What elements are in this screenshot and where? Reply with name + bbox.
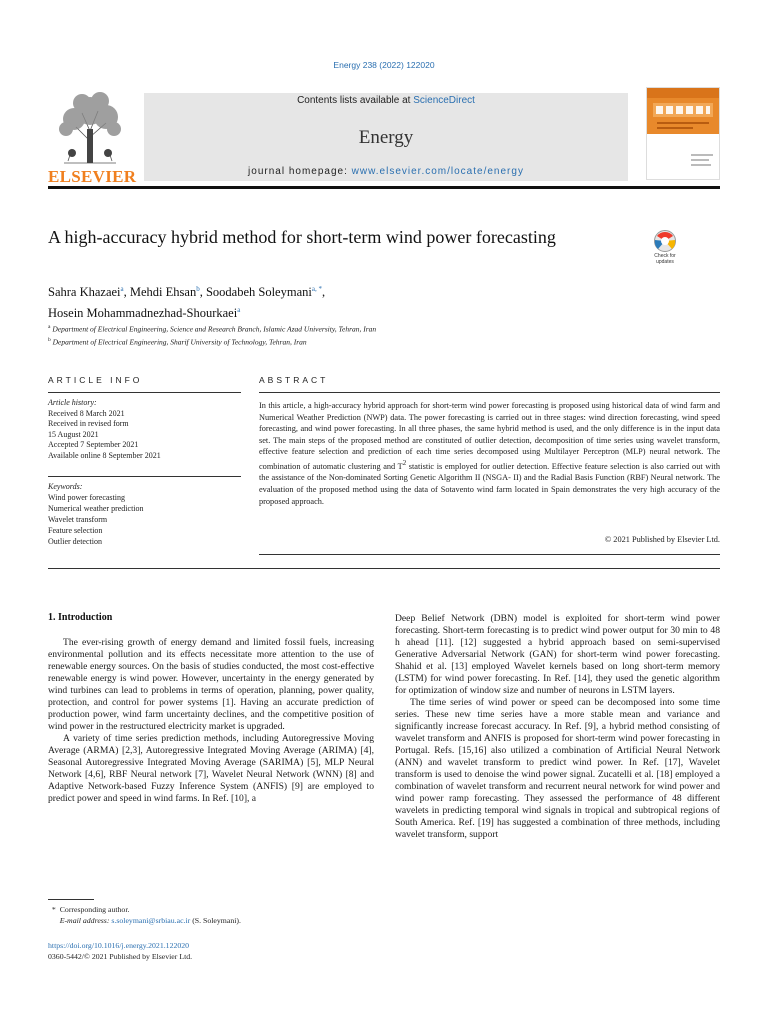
footnote-rule <box>48 899 94 900</box>
elsevier-wordmark: ELSEVIER <box>48 167 137 186</box>
body-column-left <box>48 637 374 805</box>
keyword: Numerical weather prediction <box>48 504 144 513</box>
email-label: E-mail address: <box>59 916 112 925</box>
history-label: Article history: <box>48 398 97 407</box>
affiliation <box>48 335 648 348</box>
body-paragraph: The ever-rising growth of energy demand and limited fossil fuels, increasing environmental pollution and its effects necessitate more attention to the use of renewable energy sources. On the basis of studies conducted, the most cost-effective renewable energy is wind power. However, uncertainty in the energy generated by wind turbines can lead to problems in terms of operation, planning, power quality, protection, and control for power systems [1]. Having an accurate prediction of production power, wind farm uncertainty declines, and the competitive position of wind power in the restructured electricity market is upgraded. <box>48 637 374 732</box>
article-info-heading: ARTICLE INFO <box>48 375 143 385</box>
history-entry: Received in revised form <box>48 419 129 428</box>
doi-link[interactable]: https://doi.org/10.1016/j.energy.2021.122020 <box>48 941 190 950</box>
affiliations <box>48 322 648 347</box>
article-info-divider <box>48 476 241 477</box>
section-heading-introduction: 1. Introduction <box>48 612 113 623</box>
corresponding-mark: * <box>51 905 56 914</box>
keyword: Wavelet transform <box>48 515 108 524</box>
author-name[interactable]: Mehdi Ehsan <box>129 285 197 300</box>
affiliation-mark: a <box>48 324 51 330</box>
keyword: Feature selection <box>48 526 103 535</box>
corresponding-author-footnote <box>48 904 374 926</box>
abstract-copyright: © 2021 Published by Elsevier Ltd. <box>604 535 720 544</box>
journal-name: Energy <box>358 127 414 148</box>
history-entry: Received 8 March 2021 <box>48 408 125 418</box>
abstract-part: statistic is employed for outlier detection. Effective feature selection is also carried out with the assistance of the Non-dominated Sorting Genetic Algorithm II (NSGA- II) and the Radial Basis Function (RBF) Neural network. The evaluation of the proposed method using the data of Sotavento wind farm located in Spain demonstrates the very high accuracy of the proposed approach. <box>259 461 721 506</box>
keywords-label: Keywords: <box>48 482 83 491</box>
check-for-updates-badge[interactable] <box>646 229 684 269</box>
section-divider <box>48 568 720 569</box>
journal-homepage-link[interactable]: www.elsevier.com/locate/energy <box>351 166 524 177</box>
abstract-text <box>259 400 720 507</box>
abstract-heading: ABSTRACT <box>259 375 329 385</box>
contents-prefix: Contents lists available at <box>297 95 414 106</box>
author-affiliation-mark[interactable]: a <box>237 306 241 315</box>
keyword: Outlier detection <box>48 537 102 546</box>
author-affiliation-mark[interactable]: a, * <box>311 285 322 293</box>
author-affiliation-mark[interactable]: a <box>120 285 124 293</box>
affiliation-mark: b <box>48 336 51 343</box>
crossmark-label: Check for updates <box>654 253 676 265</box>
abstract-bottom-rule <box>259 554 720 555</box>
keyword: Wind power forecasting <box>48 493 125 502</box>
email-owner: (S. Soleymani). <box>190 916 241 925</box>
keywords <box>48 481 241 547</box>
crossmark-icon <box>646 229 684 253</box>
body-paragraph: Deep Belief Network (DBN) model is exploited for short-term wind power forecasting. Short-term forecasting is to predict wind power output for 30 min to 48 h ahead [11]. [12] suggested a hybrid approach based on semi-supervised Generative Adversarial Network (GAN) for short-term wind power forecasting. Shahid et al. [13] employed Wavelet kernels based on long short-term memory (LSTM) for wind power forecasting. In Ref. [14], they used the genetic algorithm for optimization of window size and number of neurons in LSTM layers. <box>395 613 720 696</box>
abstract-part: In this article, a high-accuracy hybrid approach for short-term wind power forecasting is proposed using historical data of wind farm and Numerical Weather Prediction (NWP) data. The power forecasting is carried out in three stages: wind direction forecasting, wind speed forecasting, and wind power forecasting. In all three phases, the same hybrid method is used, and the only difference is in the input data set. The main steps of the proposed method are constituted of outlier detection, decomposition of time series using wavelet transform, effective feature selection and prediction of each time series decomposed using Multilayer Perceptron (MLP) neural network. The combination of automatic clustering and T <box>259 401 720 471</box>
author-separator: , <box>321 285 326 300</box>
author-name[interactable]: Hosein Mohammadnezhad-Shourkaei <box>48 306 238 321</box>
issn-line: 0360-5442/© 2021 Published by Elsevier Ltd. <box>48 952 193 961</box>
elsevier-tree-icon <box>54 91 126 165</box>
article-info-rule <box>48 392 241 393</box>
journal-homepage-line <box>144 166 628 177</box>
doi-block <box>48 940 192 962</box>
abstract-superscript: 2 <box>402 459 407 467</box>
author-name[interactable]: Sahra Khazaei <box>48 285 121 300</box>
masthead-rule <box>48 186 720 189</box>
elsevier-logo[interactable] <box>48 91 137 186</box>
author-affiliation-mark[interactable]: b <box>196 285 200 293</box>
history-entry: Available online 8 September 2021 <box>48 450 161 460</box>
journal-cover-image[interactable] <box>646 87 720 180</box>
contents-line <box>144 95 628 106</box>
journal-citation[interactable]: Energy 238 (2022) 122020 <box>333 60 435 70</box>
article-title: A high-accuracy hybrid method for short-term wind power forecasting <box>48 227 556 247</box>
article-history <box>48 398 241 461</box>
history-entry: Accepted 7 September 2021 <box>48 440 139 449</box>
abstract-rule <box>259 392 720 393</box>
body-column-right <box>395 613 720 841</box>
email-link[interactable]: s.soleymani@srbiau.ac.ir <box>111 916 191 925</box>
affiliation-text: Department of Electrical Engineering, Science and Research Branch, Islamic Azad University, Tehran, Iran <box>52 324 377 334</box>
homepage-prefix: journal homepage: <box>248 166 352 177</box>
author-name[interactable]: Soodabeh Soleymani <box>205 285 312 300</box>
author-separator: , <box>123 285 130 300</box>
journal-masthead <box>48 85 720 186</box>
affiliation <box>48 322 648 335</box>
email-line <box>48 915 374 926</box>
history-entry: 15 August 2021 <box>48 429 99 439</box>
masthead-band <box>144 93 628 181</box>
sciencedirect-link[interactable]: ScienceDirect <box>413 95 475 106</box>
corresponding-line <box>48 904 374 915</box>
body-paragraph: A variety of time series prediction methods, including Autoregressive Moving Average (ARMA) [2,3], Autoregressive Integrated Moving Average (ARIMA) [4], Seasonal Autoregressive Integrated Moving Average (SARIMA) [5], MLP Neural Network [4,6], RBF Neural network [7], Wavelet Neural Network (WNN) [8] and Adaptive Network-based Fuzzy Inference System (ANFIS) [9] are employed to predict power and speed in wind farms. In Ref. [10], a <box>48 733 374 804</box>
journal-cover-art <box>647 88 719 179</box>
author-list <box>48 280 608 322</box>
author-separator: , <box>199 285 206 300</box>
affiliation-text: Department of Electrical Engineering, Sharif University of Technology, Tehran, Iran <box>52 337 307 346</box>
body-paragraph: The time series of wind power or speed can be decomposed into some time series. These new time series have a more stable mean and variance and significantly increase forecast accuracy. In Ref. [9], a hybrid method consisting of wavelet transform and ANFIS is proposed for short-term wind power forecasting in Portugal. Refs. [15,16] also utilized a combination of Artificial Neural Network (ANN) and wavelet transform to predict wind power. In Ref. [17], Wavelet transform is used to denoise the wind power signal. Zucatelli et al. [18] employed a combination of wavelet transform and recurrent neural network for wind power and wind power ramp forecasting. They assessed the performance of 48 different wavelets in predicting temporal wind signals in tropical and subtropical regions of South America. Ref. [19] has suggested a combination of three methods, including wavelet transform, support <box>395 697 720 840</box>
corresponding-label: Corresponding author. <box>59 905 130 914</box>
